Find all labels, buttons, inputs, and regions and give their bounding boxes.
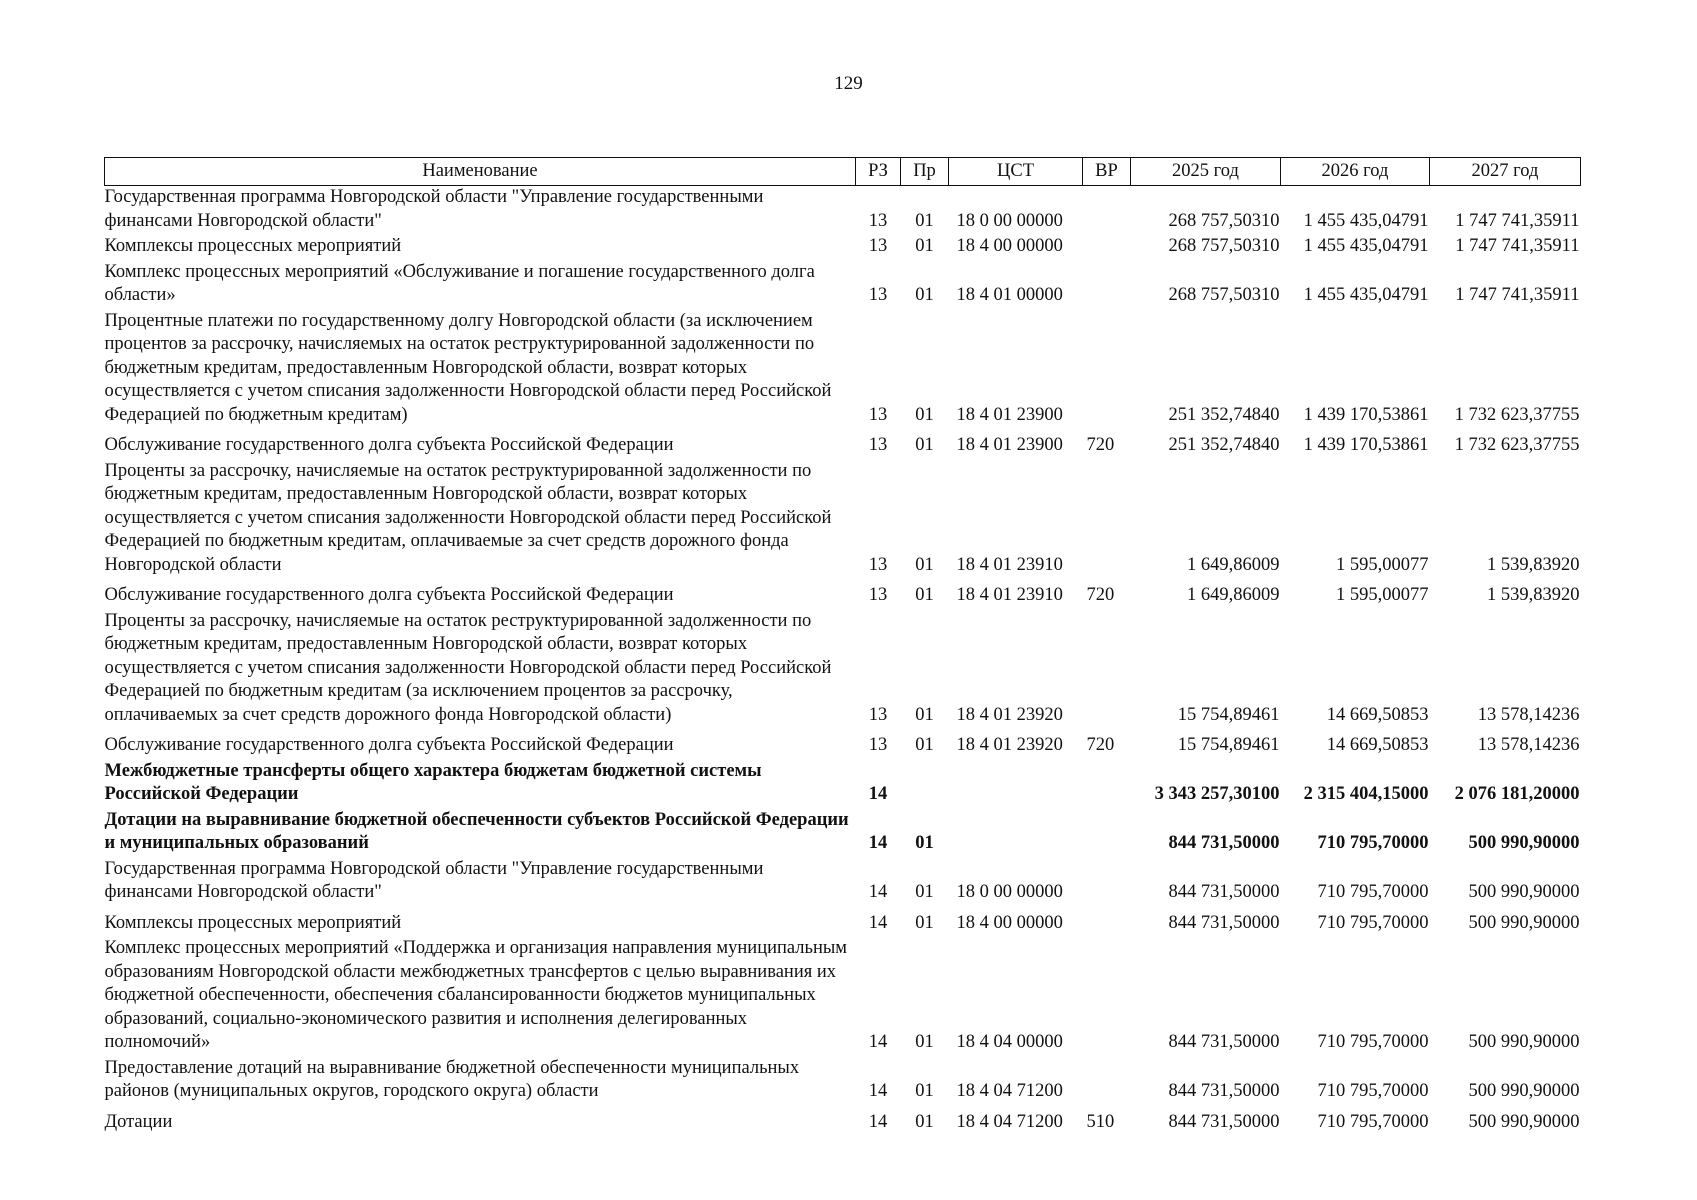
cell-name: Обслуживание государственного долга субъекта Российской Федерации (104, 735, 674, 755)
cell-cst: 18 4 01 23920 (956, 735, 1063, 755)
cell-name: Комплекс процессных мероприятий «Поддержка и организация направления муниципальным образованиям Новгородской области межбюджетных трансфертов с целью выравнивания их бюджетной обеспеченности, обеспечения сбалансированности бюджетов муниципальных образований, социально-экономического развития и исполнения делегированных полномочий» (104, 938, 847, 1052)
table-row (105, 809, 1581, 858)
cell-y2026: 1 455 435,04791 (1303, 210, 1429, 231)
cell-name: Государственная программа Новгородской области "Управление государственными финансами Новгородской области" (104, 858, 764, 902)
cell-y2025: 1 649,86009 (1187, 554, 1280, 575)
cell-y2027: 500 990,90000 (1468, 882, 1580, 902)
table-row (105, 460, 1581, 580)
cell-rz: 13 (868, 285, 888, 305)
cell-cst: 18 4 01 23920 (956, 704, 1063, 725)
cell-y2026: 14 669,50853 (1326, 735, 1429, 755)
header-2026: 2026 год (1281, 158, 1430, 186)
cell-y2027: 13 578,14236 (1477, 704, 1580, 725)
cell-cst: 18 4 01 23900 (956, 404, 1063, 425)
cell-y2025: 844 731,50000 (1168, 912, 1280, 933)
cell-y2026: 1 595,00077 (1336, 585, 1429, 605)
table-row (105, 858, 1581, 907)
cell-cst: 18 4 04 00000 (956, 1032, 1063, 1052)
cell-y2026: 14 669,50853 (1326, 704, 1429, 725)
header-pr: Пр (901, 158, 949, 186)
cell-rz: 14 (868, 784, 888, 804)
table-row (105, 186, 1581, 236)
cell-rz: 14 (868, 1081, 888, 1101)
cell-rz: 14 (868, 882, 888, 902)
table-row (105, 729, 1581, 760)
cell-name: Процентные платежи по государственному долгу Новгородской области (за исключением процентов за рассрочку, начисляемых на остаток реструктурированной задолженности по бюджетным кредитам, предоставленным Новгородской области, возврат которых осуществляется с учетом списания задолженности Новгородской области перед Российской Федерацией по бюджетным кредитам) (104, 310, 832, 425)
cell-rz: 14 (868, 833, 888, 853)
cell-y2025: 844 731,50000 (1168, 1081, 1280, 1101)
cell-cst: 18 0 00 00000 (956, 210, 1063, 231)
cell-name: Предоставление дотаций на выравнивание бюджетной обеспеченности муниципальных районов (муниципальных округов, городского округа) области (104, 1057, 800, 1101)
cell-y2025: 844 731,50000 (1168, 1032, 1280, 1052)
cell-y2025: 15 754,89461 (1177, 704, 1280, 725)
cell-name: Комплексы процессных мероприятий (104, 912, 402, 933)
cell-rz: 13 (868, 404, 888, 425)
cell-y2027: 13 578,14236 (1477, 735, 1580, 755)
cell-y2025: 844 731,50000 (1168, 1111, 1280, 1132)
table-row (105, 429, 1581, 460)
cell-pr: 01 (915, 585, 934, 605)
cell-vr (1083, 937, 1131, 1057)
table-row (105, 579, 1581, 610)
cell-y2026: 710 795,70000 (1317, 1111, 1429, 1132)
cell-pr: 01 (915, 210, 934, 231)
cell-y2025: 844 731,50000 (1168, 882, 1280, 902)
cell-rz: 14 (868, 1111, 888, 1132)
cell-y2025: 844 731,50000 (1168, 833, 1280, 853)
cell-y2026: 710 795,70000 (1317, 1032, 1429, 1052)
cell-y2026: 710 795,70000 (1317, 912, 1429, 933)
cell-pr: 01 (915, 435, 934, 455)
cell-y2026: 1 455 435,04791 (1303, 285, 1429, 305)
cell-cst: 18 4 01 23910 (956, 554, 1063, 575)
cell-pr: 01 (915, 404, 934, 425)
cell-y2025: 3 343 257,30100 (1154, 784, 1280, 804)
cell-pr: 01 (915, 833, 934, 853)
cell-y2027: 1 732 623,37755 (1454, 404, 1580, 425)
cell-name: Проценты за рассрочку, начисляемые на остаток реструктурированной задолженности по бюджетным кредитам, предоставленным Новгородской области, возврат которых осуществляется с учетом списания задолженности Новгородской области перед Российской Федерацией по бюджетным кредитам (за исключением процентов за рассрочку, оплачиваемых за счет средств дорожного фонда Новгородской области) (104, 610, 832, 725)
table-header-row (105, 158, 1581, 186)
cell-y2026: 1 439 170,53861 (1303, 404, 1429, 425)
table-row (105, 760, 1581, 809)
cell-y2027: 500 990,90000 (1468, 912, 1580, 933)
cell-name: Государственная программа Новгородской области "Управление государственными финансами Новгородской области" (104, 187, 764, 231)
cell-pr: 01 (915, 554, 934, 575)
cell-name: Обслуживание государственного долга субъекта Российской Федерации (104, 585, 674, 605)
cell-vr (1083, 261, 1131, 310)
cell-name: Комплекс процессных мероприятий «Обслуживание и погашение государственного долга области» (104, 261, 815, 305)
cell-vr (1083, 235, 1131, 261)
cell-name: Межбюджетные трансферты общего характера бюджетам бюджетной системы Российской Федерации (104, 760, 762, 804)
table-row (105, 1057, 1581, 1106)
cell-vr (1083, 809, 1131, 858)
cell-y2025: 268 757,50310 (1168, 210, 1280, 231)
cell-vr: 720 (1086, 435, 1115, 455)
cell-pr: 01 (915, 882, 934, 902)
table-row (105, 907, 1581, 938)
table-row (105, 937, 1581, 1057)
table-body (105, 186, 1581, 1137)
cell-vr: 720 (1086, 585, 1115, 605)
cell-name: Дотации на выравнивание бюджетной обеспеченности субъектов Российской Федерации и муниципальных образований (104, 809, 849, 853)
cell-name: Проценты за рассрочку, начисляемые на остаток реструктурированной задолженности по бюджетным кредитам, предоставленным Новгородской области, возврат которых осуществляется с учетом списания задолженности Новгородской области перед Российской Федерацией по бюджетным кредитам, оплачиваемые за счет средств дорожного фонда Новгородской области (104, 460, 832, 575)
cell-rz: 14 (868, 1032, 888, 1052)
cell-cst (949, 809, 1083, 858)
cell-y2027: 500 990,90000 (1468, 1081, 1580, 1101)
cell-cst: 18 0 00 00000 (956, 882, 1063, 902)
cell-vr (1083, 760, 1131, 809)
cell-cst: 18 4 01 00000 (956, 285, 1063, 305)
cell-pr: 01 (915, 735, 934, 755)
cell-rz: 13 (868, 735, 888, 755)
cell-rz: 13 (868, 236, 888, 256)
cell-cst: 18 4 01 23900 (956, 435, 1063, 455)
cell-cst: 18 4 01 23910 (956, 585, 1063, 605)
cell-vr (1083, 460, 1131, 580)
cell-vr (1083, 310, 1131, 430)
cell-pr: 01 (915, 1032, 934, 1052)
cell-name: Комплексы процессных мероприятий (104, 236, 402, 256)
cell-vr (1083, 907, 1131, 938)
cell-y2027: 500 990,90000 (1468, 833, 1580, 853)
cell-name: Дотации (104, 1111, 173, 1132)
cell-pr (901, 760, 949, 809)
cell-y2027: 1 747 741,35911 (1455, 285, 1580, 305)
cell-y2026: 1 439 170,53861 (1303, 435, 1429, 455)
table-row (105, 261, 1581, 310)
header-name: Наименование (105, 158, 856, 186)
cell-pr: 01 (915, 236, 934, 256)
cell-y2026: 710 795,70000 (1317, 882, 1429, 902)
header-2025: 2025 год (1131, 158, 1281, 186)
budget-table (104, 157, 1581, 1136)
cell-vr: 510 (1086, 1111, 1115, 1132)
cell-rz: 13 (868, 210, 888, 231)
cell-y2027: 2 076 181,20000 (1454, 784, 1580, 804)
cell-y2027: 1 539,83920 (1487, 554, 1580, 575)
cell-cst: 18 4 04 71200 (956, 1111, 1063, 1132)
cell-cst: 18 4 04 71200 (956, 1081, 1063, 1101)
cell-pr: 01 (915, 1111, 934, 1132)
cell-y2025: 251 352,74840 (1168, 435, 1280, 455)
cell-vr (1083, 1057, 1131, 1106)
header-vr: ВР (1083, 158, 1131, 186)
cell-y2027: 1 747 741,35911 (1455, 210, 1580, 231)
page-number: 129 (834, 73, 863, 94)
cell-vr (1083, 186, 1131, 236)
cell-rz: 13 (868, 585, 888, 605)
table-row (105, 235, 1581, 261)
table-row (105, 310, 1581, 430)
cell-y2025: 251 352,74840 (1168, 404, 1280, 425)
table-row (105, 1106, 1581, 1137)
cell-rz: 13 (868, 554, 888, 575)
cell-vr (1083, 858, 1131, 907)
cell-y2026: 2 315 404,15000 (1303, 784, 1429, 804)
header-rz: РЗ (856, 158, 901, 186)
cell-name: Обслуживание государственного долга субъекта Российской Федерации (104, 435, 674, 455)
cell-y2025: 268 757,50310 (1168, 285, 1280, 305)
cell-y2026: 1 595,00077 (1336, 554, 1429, 575)
cell-y2027: 1 732 623,37755 (1454, 435, 1580, 455)
cell-cst (949, 760, 1083, 809)
cell-y2025: 15 754,89461 (1177, 735, 1280, 755)
cell-y2026: 1 455 435,04791 (1303, 236, 1429, 256)
table-row (105, 610, 1581, 730)
cell-vr (1083, 610, 1131, 730)
cell-y2026: 710 795,70000 (1317, 833, 1429, 853)
cell-vr: 720 (1086, 735, 1115, 755)
cell-cst: 18 4 00 00000 (956, 236, 1063, 256)
cell-pr: 01 (915, 285, 934, 305)
cell-cst: 18 4 00 00000 (956, 912, 1063, 933)
cell-y2026: 710 795,70000 (1317, 1081, 1429, 1101)
cell-y2025: 1 649,86009 (1187, 585, 1280, 605)
header-2027: 2027 год (1430, 158, 1581, 186)
cell-y2027: 1 747 741,35911 (1455, 236, 1580, 256)
cell-rz: 13 (868, 704, 888, 725)
cell-y2027: 500 990,90000 (1468, 1111, 1580, 1132)
cell-pr: 01 (915, 704, 934, 725)
cell-y2027: 1 539,83920 (1487, 585, 1580, 605)
cell-pr: 01 (915, 912, 934, 933)
header-cst: ЦСТ (949, 158, 1083, 186)
cell-y2025: 268 757,50310 (1168, 236, 1280, 256)
cell-pr: 01 (915, 1081, 934, 1101)
cell-rz: 14 (868, 912, 888, 933)
cell-y2027: 500 990,90000 (1468, 1032, 1580, 1052)
cell-rz: 13 (868, 435, 888, 455)
